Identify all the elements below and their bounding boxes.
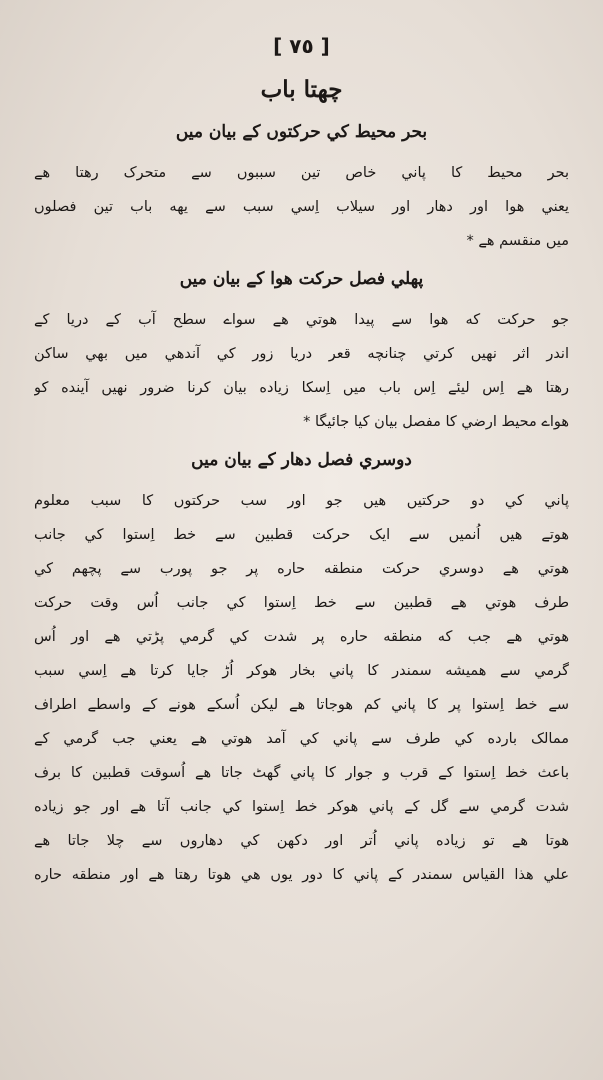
- text-line: جو حرکت که هوا سے پیدا هوتي هے سواے سطح آب کے دریا کے: [34, 312, 569, 328]
- text-line: هواے محیط ارضي کا مفصل بیان کیا جائیگا *: [303, 414, 569, 430]
- text-line: باعث خط اِستوا کے قرب و جوار کا پاني گهٹ جاتا هے اُسوقت قطبین کا برف: [34, 765, 569, 781]
- paragraph-1: [34, 156, 569, 258]
- page-number: [ ٧٥ ]: [273, 34, 330, 58]
- text-line: علي هذا القیاس سمندر کے پاني کا دور یوں هي هوتا رهتا هے اور منطقه حاره: [34, 867, 569, 883]
- text-line: هوتي هے جب که منطقه حاره پر شدت کي گرمي پڑتي هے اور اُس: [34, 629, 569, 645]
- paragraph-2: [34, 303, 569, 439]
- text-line: شدت گرمي سے گل کے پاني هوکر خط اِستوا کي جانب آتا هے اور جو زیاده: [34, 799, 569, 815]
- text-line: گرمي سے همیشه سمندر کا پاني بخار هوکر اُڑ جایا کرتا هے اِسي سبب: [34, 663, 569, 679]
- text-line: سے خط اِستوا پر کا پاني کم هوجاتا هے لیکن اُسکے هونے کے واسطے اطراف: [34, 697, 569, 713]
- text-line: اندر اثر نهیں کرتي چنانچه قعر دریا زور کي آندهي میں بهي ساکن: [34, 346, 569, 362]
- text-line: هوتے هیں اُنمیں سے ایک حرکت قطبین سے خط اِستوا کي جانب: [34, 527, 569, 543]
- chapter-title: چھتا باب: [260, 76, 343, 103]
- section-heading-3: دوسري فصل دهار کے بیان میں: [191, 450, 412, 470]
- text-line: یعني هوا اور دهار اور سیلاب اِسي سبب سے یهه باب تین فصلوں: [34, 199, 569, 215]
- text-line: طرف هوتي هے قطبین سے خط اِستوا کي جانب اُس وقت حرکت: [34, 595, 569, 611]
- section-heading-2: پهلي فصل حرکت هوا کے بیان میں: [179, 269, 424, 289]
- text-line: ممالک بارده کي طرف سے پاني کي آمد هوتي هے یعني جب گرمي کے: [34, 731, 569, 747]
- section-heading-1: بحر محیط کي حرکتوں کے بیان میں: [175, 122, 428, 142]
- text-line: هوتا هے تو زیاده پاني اُتر اور دکهن کي دهاروں سے چلا جاتا هے: [34, 833, 569, 849]
- text-line: هوتي هے دوسري حرکت منطقه حاره پر جو پورب سے پچھم کي: [34, 561, 569, 577]
- text-line: میں منقسم هے *: [466, 233, 569, 249]
- paragraph-3: [34, 484, 569, 892]
- text-line: رهتا هے اِس لیئے اِس باب میں اِسکا زیاده بیان کرنا ضرور نهیں آینده کو: [34, 380, 569, 396]
- text-line: پاني کي دو حرکتیں هیں جو اور سب حرکتوں کا سبب معلوم: [34, 493, 569, 509]
- text-line: بحر محیط کا پاني خاص تین سببوں سے متحرک رهتا هے: [34, 165, 569, 181]
